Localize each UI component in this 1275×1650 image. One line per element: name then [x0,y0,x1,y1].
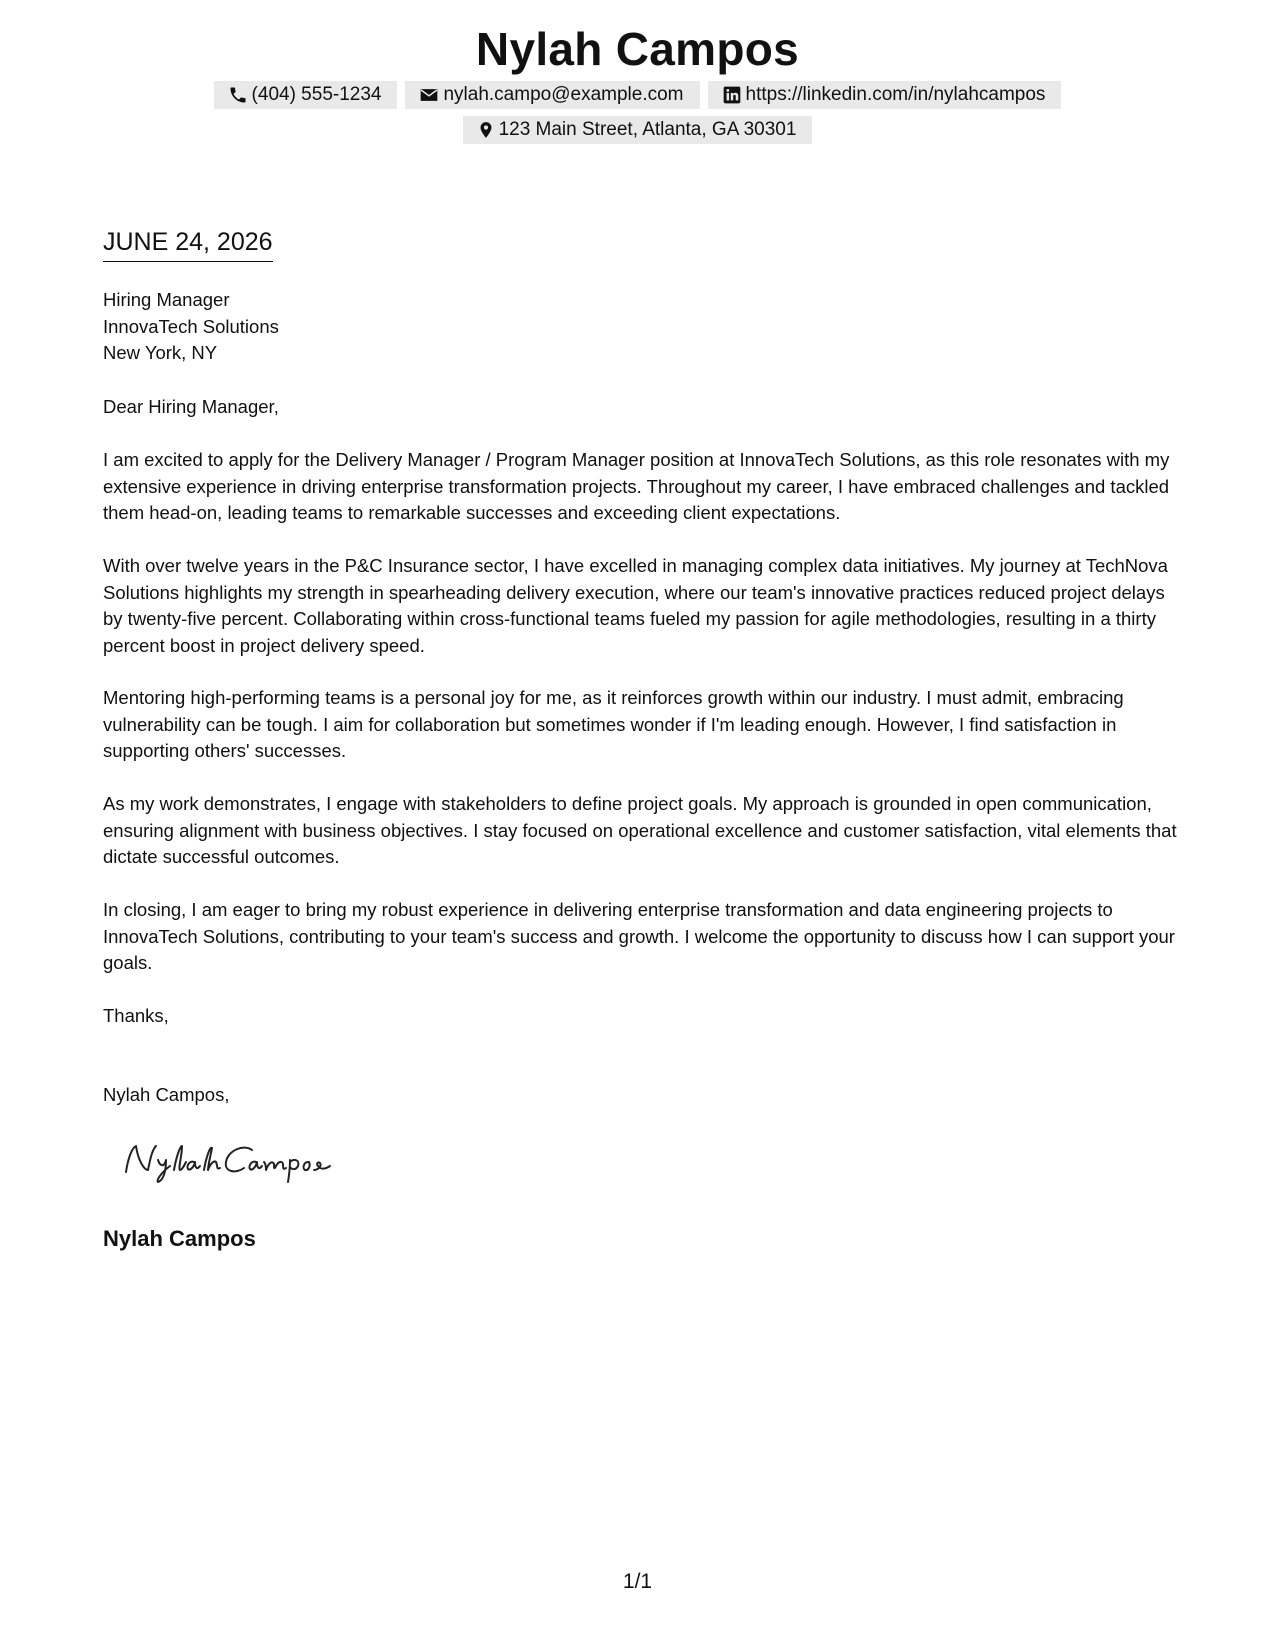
recipient-block [103,287,1178,367]
email-text: nylah.campo@example.com [443,84,684,105]
linkedin-text: https://linkedin.com/in/nylahcampos [745,84,1046,105]
recipient-title: Hiring Manager [103,289,230,310]
linkedin-icon [722,85,742,105]
phone-icon [228,85,248,105]
paragraph: In closing, I am eager to bring my robust experience in delivering enterprise transformation and data engineering projects to InnovaTech Solutions, contributing to your team's success and growth. I welcome the opportunity to discuss how I can support your goals. [103,899,1175,973]
signature-image [118,1136,348,1186]
paragraph: I am excited to apply for the Delivery Manager / Program Manager position at InnovaTech Solutions, as this role resonates with my extensive experience in driving enterprise transformation projects. Throughout my career, I have embraced challenges and tackled them head-on, leading teams to remarkable successes and exceeding client expectations. [103,449,1170,523]
phone-text: (404) 555-1234 [251,84,382,105]
greeting: Dear Hiring Manager, [103,396,279,417]
final-name: Nylah Campos [103,1226,256,1251]
signoff: Nylah Campos, [103,1084,230,1105]
phone-chip [214,81,398,109]
letter-date: JUNE 24, 2026 [103,228,273,262]
page-indicator: 1/1 [622,1570,653,1593]
paragraph: As my work demonstrates, I engage with stakeholders to define project goals. My approach is grounded in open communication, ensuring alignment with business objectives. I stay focused on operational excellence and customer satisfaction, vital elements that dictate successful outcomes. [103,793,1177,867]
paragraph: Mentoring high-performing teams is a personal joy for me, as it reinforces growth within our industry. I must admit, embracing vulnerability can be tough. I aim for collaboration but sometimes wonder if I'm leading enough. However, I find satisfaction in supporting others' successes. [103,687,1124,761]
contact-row [0,81,1275,109]
address-chip [463,116,813,144]
linkedin-chip [708,81,1062,109]
recipient-company: InnovaTech Solutions [103,315,279,337]
email-chip [405,81,699,109]
paragraph: With over twelve years in the P&C Insurance sector, I have excelled in managing complex data initiatives. My journey at TechNova Solutions highlights my strength in spearheading delivery execution, where our team's innovative practices reduced project delays by twenty-five percent. Collaborating within cross-functional teams fueled my passion for agile methodologies, resulting in a thirty percent boost in project delivery speed. [103,555,1168,656]
header-name: Nylah Campos [475,23,800,75]
contact-row-address [0,116,1275,144]
map-pin-icon [477,120,495,140]
address-text: 123 Main Street, Atlanta, GA 30301 [498,119,797,140]
envelope-icon [419,85,439,105]
recipient-location: New York, NY [103,342,218,363]
closing: Thanks, [103,1005,169,1026]
